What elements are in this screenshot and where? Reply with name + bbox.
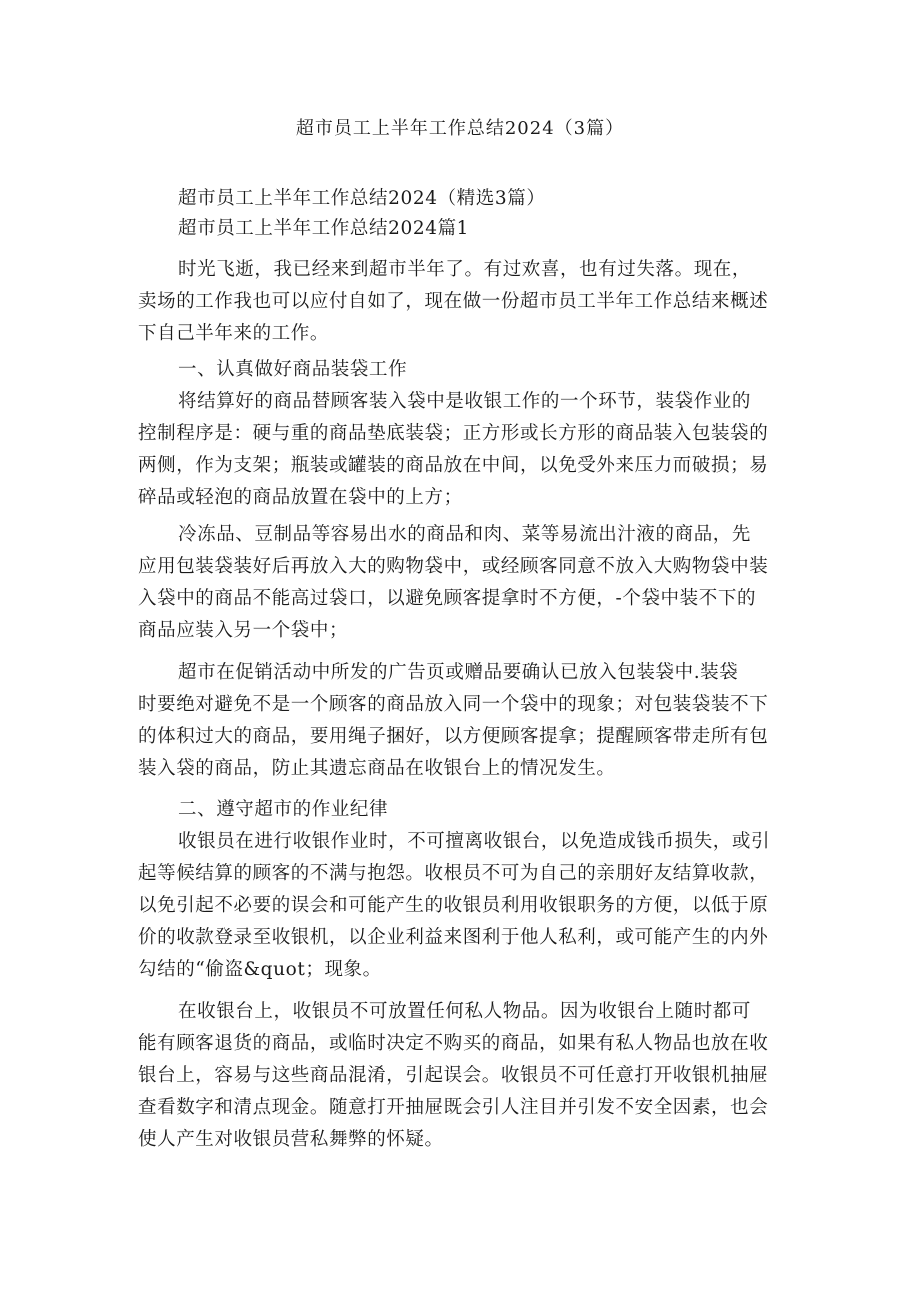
text-line: 起等候结算的顾客的不满与抱怨。收根员不可为自己的亲朋好友结算收款， — [138, 863, 769, 884]
text-line: 控制程序是：硬与重的商品垫底装袋；正方形或长方形的商品装入包装袋的 — [138, 423, 769, 444]
text-line: 一、认真做好商品装袋工作 — [178, 359, 408, 380]
text-line: 卖场的工作我也可以应付自如了，现在做一份超市员工半年工作总结来概述 — [138, 291, 769, 312]
text-line: 勾结的“偷盗&quot；现象。 — [138, 959, 382, 980]
text-line: 超市员工上半年工作总结2024（精选3篇） — [178, 188, 546, 209]
text-line: 冷冻品、豆制品等容易出水的商品和肉、菜等易流出汁液的商品，先 — [178, 524, 752, 545]
text-line: 银台上，容易与这些商品混淆，引起误会。收银员不可任意打开收银机抽屉 — [138, 1065, 769, 1086]
text-line: 的体积过大的商品，要用绳子捆好，以方便顾客提拿；提醒顾客带走所有包 — [138, 726, 769, 747]
text-line: 时光飞逝，我已经来到超市半年了。有过欢喜，也有过失落。现在， — [178, 259, 752, 280]
text-line: 收银员在进行收银作业时，不可擅离收银台，以免造成钱币损失，或引 — [178, 831, 771, 852]
text-line: 使人产生对收银员营私舞弊的怀疑。 — [138, 1129, 444, 1150]
text-line: 价的收款登录至收银机，以企业利益来图利于他人私利，或可能产生的内外 — [138, 927, 769, 948]
text-line: 两侧，作为支架；瓶装或罐装的商品放在中间，以免受外来压力而破损；易 — [138, 455, 769, 476]
text-line: 将结算好的商品替顾客装入袋中是收银工作的一个环节，装袋作业的 — [178, 391, 752, 412]
text-line: 入袋中的商品不能高过袋口，以避免顾客提拿时不方便，-个袋中装不下的 — [138, 588, 757, 609]
text-line: 下自己半年来的工作。 — [138, 323, 330, 344]
text-line: 商品应装入另一个袋中； — [138, 620, 349, 641]
text-line: 在收银台上，收银员不可放置任何私人物品。因为收银台上随时都可 — [178, 1001, 752, 1022]
text-line: 以免引起不必要的误会和可能产生的收银员利用收银职务的方便，以低于原 — [138, 895, 769, 916]
text-line: 查看数字和清点现金。随意打开抽屉既会引人注目并引发不安全因素，也会 — [138, 1097, 769, 1118]
text-line: 时要绝对避免不是一个顾客的商品放入同一个袋中的现象；对包装袋装不下 — [138, 694, 769, 715]
text-line: 超市在促销活动中所发的广告页或赠品要确认已放入包装袋中.装袋 — [178, 662, 739, 683]
text-line: 应用包装袋装好后再放入大的购物袋中，或经顾客同意不放入大购物袋中装 — [138, 556, 769, 577]
text-line: 装入袋的商品，防止其遗忘商品在收银台上的情况发生。 — [138, 758, 616, 779]
text-line: 超市员工上半年工作总结2024篇1 — [178, 218, 470, 239]
text-line: 碎品或轻泡的商品放置在袋中的上方； — [138, 487, 463, 508]
document-title: 超市员工上半年工作总结2024（3篇） — [295, 118, 625, 139]
text-line: 能有顾客退货的商品，或临时决定不购买的商品，如果有私人物品也放在收 — [138, 1033, 769, 1054]
text-line: 二、遵守超市的作业纪律 — [178, 799, 389, 820]
